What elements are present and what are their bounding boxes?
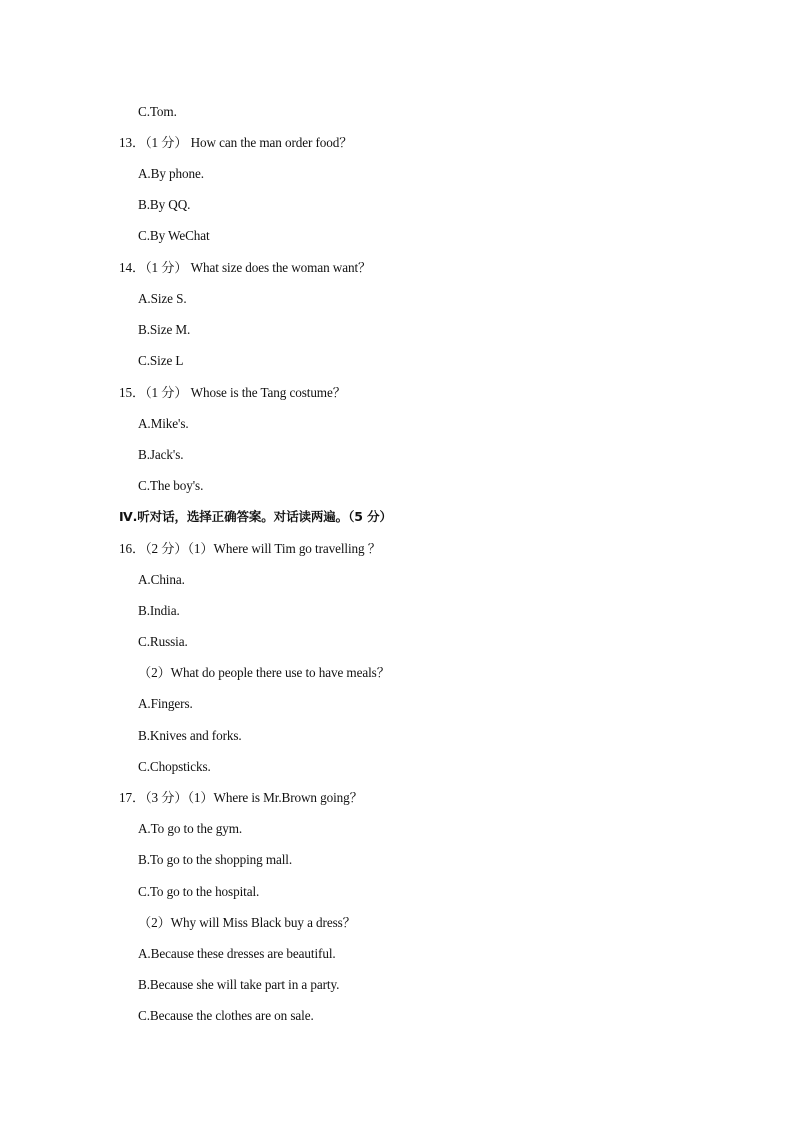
q12-option-c: C.Tom. [138, 104, 177, 119]
q14-option-b: B.Size M. [138, 322, 191, 337]
q15-option-b: B.Jack's. [138, 447, 184, 462]
q16-1-option-c: C.Russia. [138, 634, 188, 649]
q17-1-option-a: A.To go to the gym. [138, 821, 243, 836]
q17-2-option-a: A.Because these dresses are beautiful. [138, 946, 336, 961]
question-13: 13．（1 分） How can the man order food？ [119, 135, 353, 150]
q16-2-option-c: C.Chopsticks. [138, 759, 211, 774]
q13-option-b: B.By QQ. [138, 197, 191, 212]
question-17-part-2: （2）Why will Miss Black buy a dress？ [138, 915, 356, 930]
question-17: 17．（3 分）（1）Where is Mr.Brown going？ [119, 790, 363, 805]
q14-option-a: A.Size S. [138, 291, 187, 306]
q13-option-c: C.By WeChat [138, 228, 210, 243]
q17-2-option-b: B.Because she will take part in a party. [138, 977, 340, 992]
question-15: 15．（1 分） Whose is the Tang costume？ [119, 385, 346, 400]
q15-option-a: A.Mike's. [138, 416, 189, 431]
q16-1-option-b: B.India. [138, 603, 180, 618]
q17-1-option-c: C.To go to the hospital. [138, 884, 260, 899]
q16-1-option-a: A.China. [138, 572, 185, 587]
question-16-part-2: （2）What do people there use to have meals？ [138, 665, 390, 680]
question-14: 14．（1 分） What size does the woman want？ [119, 260, 372, 275]
q16-2-option-a: A.Fingers. [138, 696, 193, 711]
q13-option-a: A.By phone. [138, 166, 204, 181]
q17-2-option-c: C.Because the clothes are on sale. [138, 1008, 314, 1023]
q17-1-option-b: B.To go to the shopping mall. [138, 852, 293, 867]
q14-option-c: C.Size L [138, 353, 184, 368]
q15-option-c: C.The boy's. [138, 478, 204, 493]
q16-2-option-b: B.Knives and forks. [138, 728, 242, 743]
section-4-heading: Ⅳ.听对话，选择正确答案。对话读两遍。（5 分） [119, 509, 392, 524]
question-16: 16．（2 分）（1）Where will Tim go travelling ？ [119, 541, 381, 556]
